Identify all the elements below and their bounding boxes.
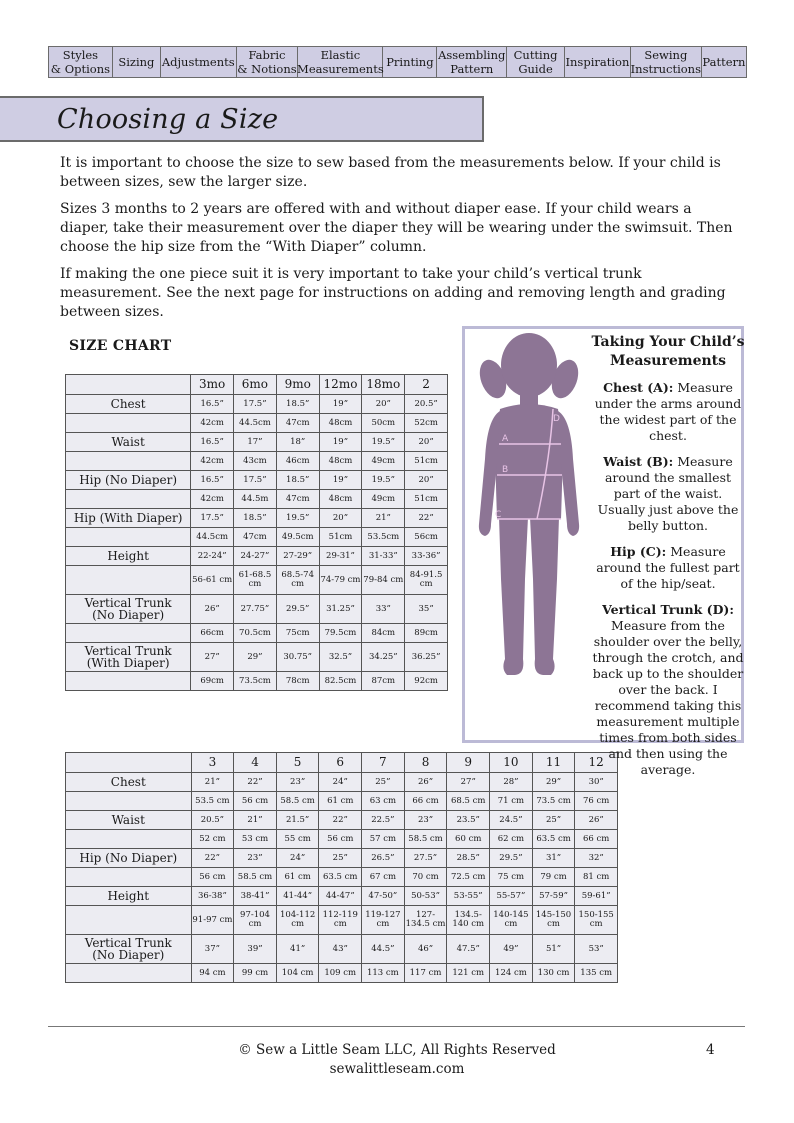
inch-value: 29-31” [319,547,362,566]
inch-value: 53-55” [447,887,490,906]
cm-value: 84-91.5 cm [405,566,448,595]
size-header: 12mo [319,375,362,395]
label-c: C [495,510,502,520]
cm-value: 97-104 cm [234,906,277,935]
measurement-term: Vertical Trunk (D): [602,602,734,617]
measurement-description: Measure around the fullest part of the hip/seat. [596,544,740,591]
cm-value: 113 cm [362,964,405,983]
cm-value: 74-79 cm [319,566,362,595]
size-header: 9 [447,753,490,773]
section-title-bar [0,96,484,142]
footer-divider [48,1026,745,1027]
cm-value: 62 cm [490,830,533,849]
blank-label-cell [66,672,191,691]
cm-value: 78cm [276,672,319,691]
measurement-label: Waist [66,433,191,452]
inch-value: 17.5” [191,509,234,528]
inch-value: 18” [276,433,319,452]
cm-value: 117 cm [404,964,447,983]
size-chart-infant [65,374,448,691]
inch-value: 47.5” [447,935,490,964]
cm-value: 73.5cm [234,672,277,691]
cm-value: 124 cm [490,964,533,983]
cm-value: 56 cm [319,830,362,849]
inch-value: 18.5” [234,509,277,528]
measurement-label: Hip (With Diaper) [66,509,191,528]
inch-value: 27” [191,643,234,672]
inch-value: 17” [234,433,277,452]
inch-value: 23” [234,849,277,868]
cm-value: 52 cm [191,830,234,849]
cm-value: 134.5-140 cm [447,906,490,935]
cm-value: 53.5cm [362,528,405,547]
cm-value: 48cm [319,414,362,433]
inch-value: 50-53” [404,887,447,906]
header-blank-cell [66,753,192,773]
measurement-term: Hip (C): [610,544,667,559]
measurement-label: Chest [66,395,191,414]
cm-value: 50cm [362,414,405,433]
inch-value: 19.5” [362,471,405,490]
measurement-label: Height [66,547,191,566]
cm-value: 63.5 cm [532,830,575,849]
cm-value: 52cm [405,414,448,433]
cm-value: 75 cm [490,868,533,887]
measurement-label: Hip (No Diaper) [66,849,192,868]
measurement-item [591,454,745,534]
cm-value: 121 cm [447,964,490,983]
cm-value: 51cm [405,490,448,509]
inch-value: 51” [532,935,575,964]
blank-label-cell [66,868,192,887]
cm-value: 150-155 cm [575,906,618,935]
measurement-label: Vertical Trunk (No Diaper) [66,595,191,624]
inch-value: 24-27” [234,547,277,566]
inch-value: 21.5” [276,811,319,830]
inch-value: 20” [405,433,448,452]
inch-value: 25” [362,773,405,792]
inch-value: 16.5” [191,433,234,452]
inch-value: 21” [362,509,405,528]
size-header: 2 [405,375,448,395]
cm-value: 70 cm [404,868,447,887]
nav-item[interactable]: Printing [383,47,437,77]
blank-label-cell [66,490,191,509]
inch-value: 26.5” [362,849,405,868]
cm-value: 104 cm [276,964,319,983]
inch-value: 22” [234,773,277,792]
size-header: 9mo [276,375,319,395]
cm-value: 66 cm [575,830,618,849]
measurement-description: Measure under the arms around the widest part of the chest. [594,380,742,443]
intro-paragraph: It is important to choose the size to sew based from the measurements below. If your child is between sizes, sew the larger size. [60,155,721,190]
inch-value: 44.5” [362,935,405,964]
inch-value: 31” [532,849,575,868]
inch-value: 25” [532,811,575,830]
cm-value: 53 cm [234,830,277,849]
cm-value: 51cm [319,528,362,547]
size-header: 18mo [362,375,405,395]
inch-value: 19.5” [276,509,319,528]
footer-copyright: © Sew a Little Seam LLC, All Rights Reserved [238,1042,556,1058]
cm-value: 66cm [191,624,234,643]
inch-value: 29.5” [490,849,533,868]
cm-value: 42cm [191,452,234,471]
inch-value: 19” [319,395,362,414]
cm-value: 60 cm [447,830,490,849]
inch-value: 26” [575,811,618,830]
measurement-label: Hip (No Diaper) [66,471,191,490]
cm-value: 73.5 cm [532,792,575,811]
measurement-instructions [591,333,745,788]
cm-value: 57 cm [362,830,405,849]
cm-value: 56 cm [191,868,234,887]
cm-value: 112-119 cm [319,906,362,935]
inch-value: 33” [362,595,405,624]
blank-label-cell [66,452,191,471]
inch-value: 26” [404,773,447,792]
inch-value: 19” [319,471,362,490]
blank-label-cell [66,414,191,433]
cm-value: 49.5cm [276,528,319,547]
cm-value: 63 cm [362,792,405,811]
cm-value: 130 cm [532,964,575,983]
nav-item[interactable]: Elastic Measurements [297,48,384,76]
size-header: 7 [362,753,405,773]
inch-value: 53” [575,935,618,964]
inch-value: 55-57” [490,887,533,906]
measurement-description: Measure around the smallest part of the waist. Usually just above the belly button. [597,454,739,533]
cm-value: 56cm [405,528,448,547]
cm-value: 140-145 cm [490,906,533,935]
inch-value: 16.5” [191,471,234,490]
measurement-label: Vertical Trunk (With Diaper) [66,643,191,672]
size-header: 4 [234,753,277,773]
cm-value: 70.5cm [234,624,277,643]
measurement-label: Waist [66,811,192,830]
size-header: 6 [319,753,362,773]
measurement-item [591,380,745,444]
blank-label-cell [66,792,192,811]
cm-value: 51cm [405,452,448,471]
inch-value: 31-33” [362,547,405,566]
inch-value: 17.5” [234,471,277,490]
cm-value: 48cm [319,490,362,509]
measurement-term: Chest (A): [603,380,674,395]
page-title: Choosing a Size [57,104,279,135]
inch-value: 26” [191,595,234,624]
inch-value: 28” [490,773,533,792]
inch-value: 20” [319,509,362,528]
intro-text [60,154,738,330]
inch-value: 20” [362,395,405,414]
blank-label-cell [66,830,192,849]
inch-value: 47-50” [362,887,405,906]
cm-value: 92cm [405,672,448,691]
inch-value: 24” [276,849,319,868]
inch-value: 32” [575,849,618,868]
nav-item[interactable]: Sizing [113,47,161,77]
cm-value: 47cm [234,528,277,547]
inch-value: 20.5” [191,811,234,830]
nav-item[interactable]: Assembling Pattern [438,48,506,76]
size-header: 12 [575,753,618,773]
cm-value: 99 cm [234,964,277,983]
label-b: B [502,465,509,475]
measurement-label: Height [66,887,192,906]
inch-value: 24.5” [490,811,533,830]
nav-item[interactable]: Pattern [702,55,746,69]
label-a: A [502,434,509,444]
cm-value: 48cm [319,452,362,471]
footer-website: sewalittleseam.com [329,1061,465,1077]
inch-value: 19.5” [362,433,405,452]
measurement-heading: Taking Your Child’s Measurements [591,334,745,369]
inch-value: 30.75” [276,643,319,672]
cm-value: 47cm [276,490,319,509]
cm-value: 69cm [191,672,234,691]
nav-item[interactable]: Styles & Options [49,47,113,77]
cm-value: 145-150 cm [532,906,575,935]
inch-value: 27” [447,773,490,792]
blank-label-cell [66,528,191,547]
cm-value: 89cm [405,624,448,643]
inch-value: 23.5” [447,811,490,830]
inch-value: 20” [405,471,448,490]
cm-value: 71 cm [490,792,533,811]
inch-value: 22” [319,811,362,830]
inch-value: 23” [276,773,319,792]
cm-value: 87cm [362,672,405,691]
measurement-item [591,602,745,778]
intro-paragraph: Sizes 3 months to 2 years are offered with and without diaper ease. If your child wears a diaper, take their measurement over the diaper they will be wearing under the swimsuit. Then choose the hip size from the “With Diaper” column. [60,201,733,255]
inch-value: 22.5” [362,811,405,830]
cm-value: 68.5-74 cm [276,566,319,595]
cm-value: 79 cm [532,868,575,887]
cm-value: 91-97 cm [191,906,234,935]
inch-value: 41-44” [276,887,319,906]
inch-value: 17.5” [234,395,277,414]
size-header: 8 [404,753,447,773]
size-chart-child [65,752,618,983]
cm-value: 53.5 cm [191,792,234,811]
inch-value: 37” [191,935,234,964]
page-number: 4 [706,1042,715,1058]
cm-value: 94 cm [191,964,234,983]
cm-value: 49cm [362,490,405,509]
blank-label-cell [66,906,192,935]
blank-label-cell [66,964,192,983]
cm-value: 42cm [191,414,234,433]
inch-value: 28.5” [447,849,490,868]
cm-value: 58.5 cm [234,868,277,887]
inch-value: 29.5” [276,595,319,624]
cm-value: 58.5 cm [276,792,319,811]
label-d: D [553,414,560,424]
nav-item[interactable]: Sewing Instructions [630,48,701,76]
cm-value: 58.5 cm [404,830,447,849]
inch-value: 27-29” [276,547,319,566]
cm-value: 67 cm [362,868,405,887]
inch-value: 41” [276,935,319,964]
measurement-term: Waist (B): [603,454,674,469]
cm-value: 84cm [362,624,405,643]
cm-value: 109 cm [319,964,362,983]
inch-value: 46” [404,935,447,964]
inch-value: 44-47” [319,887,362,906]
nav-item[interactable]: Inspiration [565,47,631,77]
inch-value: 33-36” [405,547,448,566]
inch-value: 23” [404,811,447,830]
inch-value: 43” [319,935,362,964]
blank-label-cell [66,624,191,643]
cm-value: 49cm [362,452,405,471]
cm-value: 76 cm [575,792,618,811]
cm-value: 46cm [276,452,319,471]
inch-value: 49” [490,935,533,964]
size-chart-label: SIZE CHART [69,338,172,354]
cm-value: 104-112 cm [276,906,319,935]
cm-value: 44.5cm [234,414,277,433]
nav-item[interactable]: Cutting Guide [507,47,565,77]
cm-value: 44.5cm [191,528,234,547]
cm-value: 66 cm [404,792,447,811]
measurement-description: Measure from the shoulder over the belly, through the crotch, and back up to the shoulder over the back. I recommend taking this measurement multiple times from both sides and then using the average. [592,618,744,777]
inch-value: 29” [234,643,277,672]
measurement-item [591,544,745,592]
inch-value: 36-38” [191,887,234,906]
inch-value: 18.5” [276,395,319,414]
size-header: 3mo [191,375,234,395]
size-header: 6mo [234,375,277,395]
cm-value: 72.5 cm [447,868,490,887]
inch-value: 34.25” [362,643,405,672]
blank-label-cell [66,566,191,595]
inch-value: 57-59” [532,887,575,906]
header-blank-cell [66,375,191,395]
inch-value: 24” [319,773,362,792]
size-header: 10 [490,753,533,773]
inch-value: 35” [405,595,448,624]
cm-value: 68.5 cm [447,792,490,811]
inch-value: 27.5” [404,849,447,868]
cm-value: 81 cm [575,868,618,887]
size-header: 11 [532,753,575,773]
inch-value: 32.5” [319,643,362,672]
inch-value: 21” [234,811,277,830]
inch-value: 59-61” [575,887,618,906]
measurement-label: Chest [66,773,192,792]
inch-value: 22” [191,849,234,868]
cm-value: 82.5cm [319,672,362,691]
inch-value: 31.25” [319,595,362,624]
inch-value: 38-41” [234,887,277,906]
cm-value: 63.5 cm [319,868,362,887]
cm-value: 135 cm [575,964,618,983]
size-header: 3 [191,753,234,773]
cm-value: 44.5m [234,490,277,509]
inch-value: 19” [319,433,362,452]
inch-value: 30” [575,773,618,792]
inch-value: 39” [234,935,277,964]
inch-value: 25” [319,849,362,868]
nav-item[interactable]: Fabric & Notions [237,48,297,76]
inch-value: 27.75” [234,595,277,624]
cm-value: 43cm [234,452,277,471]
inch-value: 22” [405,509,448,528]
intro-paragraph: If making the one piece suit it is very important to take your child’s vertical trunk measurement. See the next page for instructions on adding and removing length and grading between sizes. [60,266,726,320]
inch-value: 22-24” [191,547,234,566]
inch-value: 29” [532,773,575,792]
cm-value: 61 cm [319,792,362,811]
nav-item[interactable]: Adjustments [161,47,237,77]
cm-value: 56 cm [234,792,277,811]
cm-value: 119-127 cm [362,906,405,935]
cm-value: 79-84 cm [362,566,405,595]
cm-value: 127-134.5 cm [404,906,447,935]
inch-value: 21” [191,773,234,792]
inch-value: 16.5” [191,395,234,414]
cm-value: 75cm [276,624,319,643]
cm-value: 47cm [276,414,319,433]
inch-value: 20.5” [405,395,448,414]
cm-value: 79.5cm [319,624,362,643]
cm-value: 61-68.5 cm [234,566,277,595]
measurement-label: Vertical Trunk (No Diaper) [66,935,192,964]
size-header: 5 [276,753,319,773]
cm-value: 56-61 cm [191,566,234,595]
cm-value: 61 cm [276,868,319,887]
top-navigation [48,46,747,78]
inch-value: 18.5” [276,471,319,490]
cm-value: 42cm [191,490,234,509]
cm-value: 55 cm [276,830,319,849]
inch-value: 36.25” [405,643,448,672]
